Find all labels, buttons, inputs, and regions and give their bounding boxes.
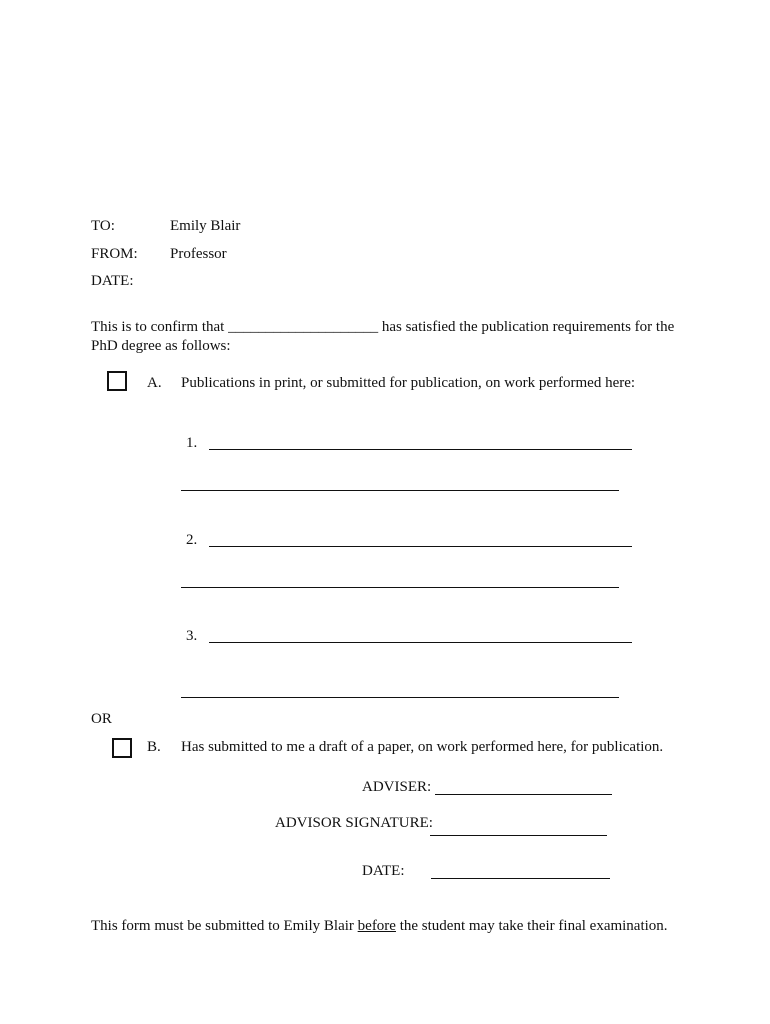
date-label: DATE: (91, 273, 134, 289)
or-label: OR (91, 711, 112, 727)
publication-1-line-2[interactable] (181, 490, 619, 491)
option-a-checkbox[interactable] (107, 371, 127, 391)
adviser-label: ADVISER: (362, 779, 432, 795)
publication-3-line-2[interactable] (181, 697, 619, 698)
publication-1-number: 1. (186, 435, 198, 451)
publication-2-line-2[interactable] (181, 587, 619, 588)
from-value: Professor (170, 246, 227, 262)
adviser-line[interactable] (435, 794, 612, 795)
option-b-checkbox[interactable] (112, 738, 132, 758)
publication-2-number: 2. (186, 532, 198, 548)
signoff-date-line[interactable] (431, 878, 610, 879)
from-label: FROM: (91, 246, 138, 262)
option-b-letter: B. (147, 739, 161, 755)
publication-3-line-1[interactable] (209, 642, 632, 643)
signoff-date-label: DATE: (362, 863, 405, 879)
publication-2-line-1[interactable] (209, 546, 632, 547)
footer-after: the student may take their final examination. (399, 918, 668, 934)
footer-emphasis: before (357, 918, 396, 934)
to-value: Emily Blair (170, 218, 241, 234)
intro-after: has satisfied the publication requirements for the (381, 319, 675, 335)
advisor-signature-line[interactable] (430, 835, 607, 836)
intro-line-2: PhD degree as follows: (91, 338, 231, 354)
option-a-text: Publications in print, or submitted for publication, on work performed here: (181, 375, 636, 391)
intro-line-1 (91, 318, 674, 336)
to-label: TO: (91, 218, 115, 234)
footer-before: This form must be submitted to Emily Blair (91, 918, 354, 934)
option-a-letter: A. (147, 375, 162, 391)
footer-note (91, 917, 668, 935)
publication-1-line-1[interactable] (209, 449, 632, 450)
publication-3-number: 3. (186, 628, 198, 644)
intro-before: This is to confirm that (91, 319, 225, 335)
advisor-signature-label: ADVISOR SIGNATURE: (275, 815, 433, 831)
student-name-blank[interactable]: ____________________ (228, 319, 379, 335)
option-b-text: Has submitted to me a draft of a paper, on work performed here, for publication. (181, 739, 664, 755)
